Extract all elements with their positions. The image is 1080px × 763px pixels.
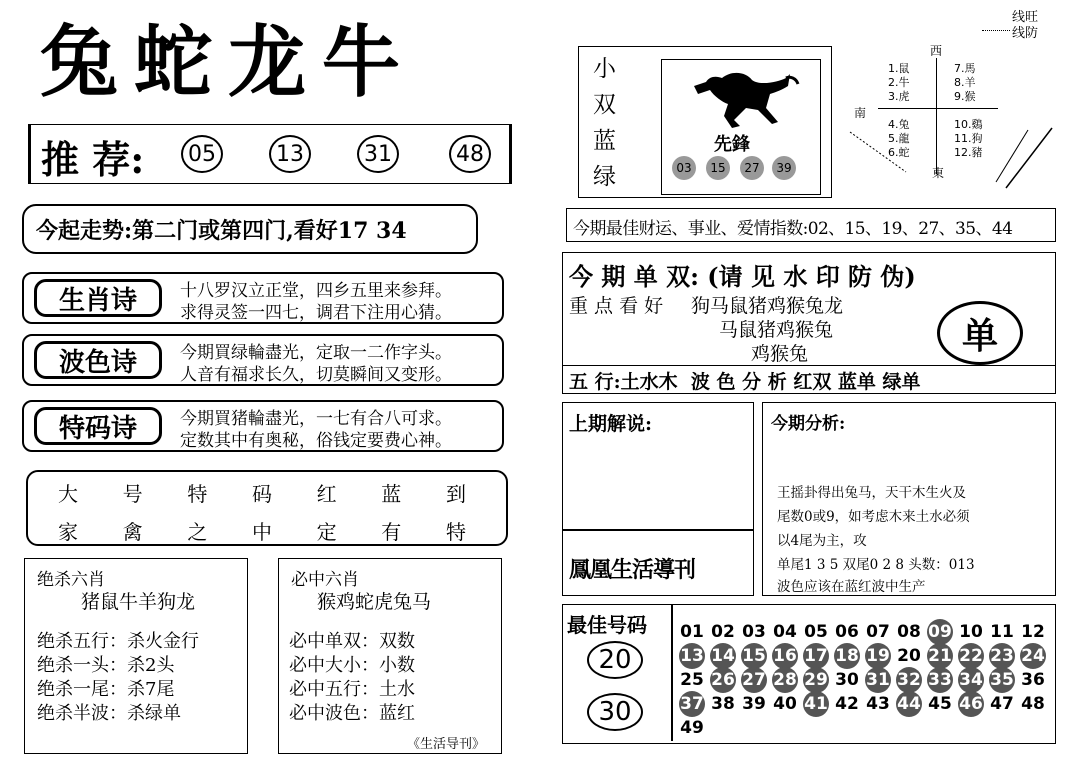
poem-line: 今期買绿輪盡光，定取一二作字头。 — [180, 343, 452, 363]
grid-number-text: 09 — [928, 622, 952, 642]
poem-box-color — [22, 334, 504, 386]
poem-line: 今期買猪輪盡光，一七有合八可求。 — [180, 409, 452, 429]
kill-line: 绝杀一尾：杀7尾 — [37, 679, 175, 700]
corner-dots — [982, 30, 1010, 31]
grid-number-text: 08 — [897, 622, 921, 642]
riddle-char: 特 — [445, 520, 466, 544]
riddle-char: 家 — [58, 520, 78, 544]
grid-number — [1018, 691, 1048, 717]
grid-number-text: 22 — [959, 646, 983, 666]
zodiac-item: 8.羊 — [954, 76, 976, 89]
recommend-numbers — [181, 135, 511, 175]
grid-number — [987, 619, 1017, 645]
grid-number-text: 31 — [866, 670, 890, 690]
grid-number-text: 48 — [1021, 694, 1045, 714]
riddle-char: 禽 — [122, 520, 143, 544]
recommend-number: 31 — [357, 135, 399, 173]
grid-number-text: 49 — [680, 718, 704, 738]
grid-number-text: 21 — [928, 646, 952, 666]
compass — [846, 42, 1076, 192]
grid-number-text: 45 — [928, 694, 952, 714]
horse-icon — [682, 64, 802, 130]
riddle-char: 大 — [58, 482, 78, 506]
focus-line: 鸡猴兔 — [751, 343, 809, 365]
kill-title: 绝杀六肖 — [37, 570, 105, 590]
grid-number-text: 32 — [897, 670, 921, 690]
poem-line: 人音有福求长久，切莫瞬间又变形。 — [180, 365, 452, 385]
grid-number — [894, 643, 924, 669]
grid-number — [832, 691, 862, 717]
horse-number: 15 — [706, 156, 730, 180]
poem-label: 波色诗 — [34, 341, 162, 379]
riddle-box — [26, 470, 508, 546]
grid-number-text: 04 — [773, 622, 797, 642]
grid-number — [863, 691, 893, 717]
riddle-char: 定 — [316, 520, 337, 544]
riddle-char: 号 — [122, 482, 143, 506]
grid-number — [708, 667, 738, 693]
single-double-title: 今 期 单 双: (请 见 水 印 防 伪) — [569, 262, 916, 291]
grid-number — [925, 667, 955, 693]
riddle-char: 特 — [187, 482, 208, 506]
must-line: 必中大小：小数 — [289, 655, 415, 676]
grid-number-text: 07 — [866, 622, 890, 642]
grid-number — [863, 619, 893, 645]
analysis-line: 尾数0或9，如考虑木来土水必须 — [777, 509, 970, 525]
horse-number: 27 — [740, 156, 764, 180]
grid-number-text: 36 — [1021, 670, 1045, 690]
analysis-line: 波色应该在蓝红波中生产 — [777, 579, 926, 595]
poem-line: 十八罗汉立正堂，四乡五里来参拜。 — [180, 281, 452, 301]
grid-number — [956, 691, 986, 717]
zodiac-item: 5.龍 — [888, 132, 910, 145]
zodiac-item: 4.兔 — [888, 118, 910, 131]
grid-number-text: 30 — [835, 670, 859, 690]
grid-number-text: 13 — [680, 646, 704, 666]
grid-number — [770, 691, 800, 717]
grid-number — [894, 667, 924, 693]
best-pick: 30 — [587, 693, 643, 731]
grid-number — [925, 691, 955, 717]
vertical-char: 小 — [593, 56, 616, 82]
poem-box-zodiac — [22, 272, 504, 324]
analysis-title: 今期分析: — [771, 414, 846, 434]
grid-number — [739, 619, 769, 645]
zodiac-item: 11.狗 — [954, 132, 983, 145]
grid-number-text: 03 — [742, 622, 766, 642]
grid-number-text: 29 — [804, 670, 828, 690]
grid-number-text: 19 — [866, 646, 890, 666]
grid-number — [956, 667, 986, 693]
grid-number — [770, 643, 800, 669]
grid-number — [770, 667, 800, 693]
single-double-box — [562, 252, 1056, 394]
best-numbers-box — [562, 604, 1056, 744]
poem-line: 定数其中有奥秘，俗钱定要费心神。 — [180, 431, 452, 451]
grid-number-text: 14 — [711, 646, 735, 666]
grid-number — [987, 643, 1017, 669]
grid-number-text: 20 — [897, 646, 921, 666]
grid-number — [801, 643, 831, 669]
zodiac-item: 9.猴 — [954, 90, 976, 103]
must-animals: 猴鸡蛇虎兔马 — [317, 591, 432, 613]
analysis-box — [762, 402, 1056, 596]
must-line: 必中五行：土水 — [289, 679, 415, 700]
compass-west: 西 — [930, 44, 943, 58]
last-issue-title: 上期解说: — [569, 413, 653, 435]
grid-number-text: 17 — [804, 646, 828, 666]
horse-number: 03 — [672, 156, 696, 180]
recommend-number: 13 — [269, 135, 311, 173]
zodiac-item: 2.牛 — [888, 76, 910, 89]
grid-number — [801, 667, 831, 693]
grid-number — [956, 643, 986, 669]
grid-number-text: 47 — [990, 694, 1014, 714]
grid-number-text: 27 — [742, 670, 766, 690]
grid-number — [801, 691, 831, 717]
grid-number — [987, 667, 1017, 693]
vertical-char: 绿 — [593, 164, 616, 190]
single-badge: 单 — [937, 301, 1023, 365]
recommend-number: 05 — [181, 135, 223, 173]
zodiac-item: 3.虎 — [888, 90, 910, 103]
analysis-line: 以4尾为主，攻 — [777, 533, 867, 549]
kill-line: 绝杀一头：杀2头 — [37, 655, 175, 676]
focus-line: 马鼠猪鸡猴兔 — [719, 319, 834, 341]
luck-index-text: 今期最佳财运、事业、爱情指数:02、15、19、27、35、44 — [573, 219, 1013, 239]
recommend-label: 推 荐: — [41, 137, 145, 182]
best-left — [563, 605, 673, 741]
grid-number-text: 26 — [711, 670, 735, 690]
riddle-row — [58, 478, 466, 507]
grid-number-text: 06 — [835, 622, 859, 642]
grid-number — [739, 643, 769, 669]
grid-number-text: 18 — [835, 646, 859, 666]
grid-number — [708, 691, 738, 717]
grid-number-text: 39 — [742, 694, 766, 714]
last-issue-divider — [563, 529, 753, 531]
poem-box-special — [22, 400, 504, 452]
grid-number — [925, 643, 955, 669]
grid-number — [739, 691, 769, 717]
must-line: 必中波色：蓝红 — [289, 703, 415, 724]
grid-number-text: 38 — [711, 694, 735, 714]
grid-number — [770, 619, 800, 645]
wuxing-text: 五 行:土水木 波 色 分 析 红双 蓝单 绿单 — [569, 371, 921, 393]
grid-number — [677, 691, 707, 717]
grid-number-text: 43 — [866, 694, 890, 714]
grid-number — [894, 691, 924, 717]
corner-bottom: 线防 — [1012, 26, 1039, 41]
trend-text: 今起走势:第二门或第四门,看好17 34 — [36, 217, 407, 244]
horse-number: 39 — [772, 156, 796, 180]
horse-panel — [661, 59, 821, 195]
vertical-char: 双 — [593, 92, 616, 118]
vertical-text — [593, 51, 619, 195]
must-line: 必中单双：双数 — [289, 631, 415, 652]
number-grid — [677, 619, 1055, 741]
riddle-char: 中 — [251, 520, 272, 544]
grid-number-text: 24 — [1021, 646, 1045, 666]
riddle-char: 有 — [381, 520, 402, 544]
grid-number — [677, 643, 707, 669]
grid-number-text: 33 — [928, 670, 952, 690]
zodiac-item: 7.馬 — [954, 62, 976, 75]
horse-label: 先鋒 — [714, 134, 750, 155]
analysis-line: 单尾1 3 5 双尾0 2 8 头数：013 — [777, 557, 975, 573]
grid-number-text: 34 — [959, 670, 983, 690]
riddle-char: 蓝 — [381, 482, 402, 506]
compass-diagonals — [846, 42, 1076, 192]
focus-line: 狗马鼠猪鸡猴兔龙 — [691, 295, 844, 317]
grid-number-text: 05 — [804, 622, 828, 642]
grid-number — [863, 667, 893, 693]
grid-number-text: 16 — [773, 646, 797, 666]
poem-line: 求得灵签一四七，调君下注用心猜。 — [180, 303, 452, 323]
grid-number — [739, 667, 769, 693]
grid-number-text: 23 — [990, 646, 1014, 666]
riddle-char: 到 — [445, 482, 466, 506]
grid-number-text: 28 — [773, 670, 797, 690]
wuxing-divider — [563, 365, 1055, 366]
grid-number-text: 10 — [959, 622, 983, 642]
page-title: 兔蛇龙牛 — [40, 17, 417, 108]
riddle-row — [58, 516, 466, 545]
kill-line: 绝杀五行：杀火金行 — [37, 631, 199, 652]
grid-number — [1018, 643, 1048, 669]
poem-label: 特码诗 — [34, 407, 162, 445]
grid-number-text: 42 — [835, 694, 859, 714]
poem-label: 生肖诗 — [34, 279, 162, 317]
zodiac-item: 12.豬 — [954, 146, 983, 159]
grid-number — [1018, 619, 1048, 645]
horse-numbers — [672, 156, 812, 182]
grid-number-text: 11 — [990, 622, 1014, 642]
grid-number — [832, 643, 862, 669]
best-pick: 20 — [587, 641, 643, 679]
grid-number-text: 25 — [680, 670, 704, 690]
small-double-box — [578, 46, 832, 198]
luck-index-box — [566, 208, 1056, 242]
kill-line: 绝杀半波：杀绿单 — [37, 703, 181, 724]
grid-number-text: 15 — [742, 646, 766, 666]
kill-box — [24, 558, 248, 754]
corner-top: 线旺 — [1012, 10, 1039, 25]
grid-number-text: 12 — [1021, 622, 1045, 642]
recommend-box — [28, 124, 512, 184]
grid-number — [677, 715, 707, 741]
zodiac-item: 10.鷄 — [954, 118, 983, 131]
riddle-char: 红 — [316, 482, 337, 506]
grid-number-text: 01 — [680, 622, 704, 642]
grid-number-text: 44 — [897, 694, 921, 714]
grid-number — [801, 619, 831, 645]
best-title: 最佳号码 — [567, 613, 647, 637]
vertical-char: 蓝 — [593, 128, 616, 154]
zodiac-item: 1.鼠 — [888, 62, 910, 75]
grid-number-text: 46 — [959, 694, 983, 714]
grid-number — [832, 667, 862, 693]
last-issue-box — [562, 402, 754, 596]
kill-animals: 猪鼠牛羊狗龙 — [81, 591, 196, 613]
must-box — [278, 558, 502, 754]
grid-number — [708, 619, 738, 645]
grid-number — [925, 619, 955, 645]
grid-number — [863, 643, 893, 669]
grid-number — [987, 691, 1017, 717]
trend-box — [22, 204, 478, 254]
grid-number-text: 02 — [711, 622, 735, 642]
grid-number-text: 40 — [773, 694, 797, 714]
grid-number — [677, 619, 707, 645]
grid-number — [677, 667, 707, 693]
zodiac-item: 6.蛇 — [888, 146, 910, 159]
compass-east: 東 — [932, 166, 945, 180]
riddle-char: 之 — [187, 520, 208, 544]
grid-number — [894, 619, 924, 645]
analysis-line: 王摇卦得出兔马，天干木生火及 — [777, 485, 966, 501]
must-source: 《生活导刊》 — [407, 737, 486, 752]
grid-number — [832, 619, 862, 645]
riddle-char: 码 — [251, 482, 272, 506]
recommend-number: 48 — [449, 135, 491, 173]
grid-number-text: 35 — [990, 670, 1014, 690]
last-issue-footer: 鳳凰生活導刊 — [569, 557, 696, 583]
focus-label: 重 点 看 好 — [569, 295, 664, 317]
grid-number-text: 41 — [804, 694, 828, 714]
grid-number — [956, 619, 986, 645]
compass-south: 南 — [854, 106, 867, 120]
must-title: 必中六肖 — [291, 570, 359, 590]
grid-number — [708, 643, 738, 669]
grid-number — [1018, 667, 1048, 693]
grid-number-text: 37 — [680, 694, 704, 714]
